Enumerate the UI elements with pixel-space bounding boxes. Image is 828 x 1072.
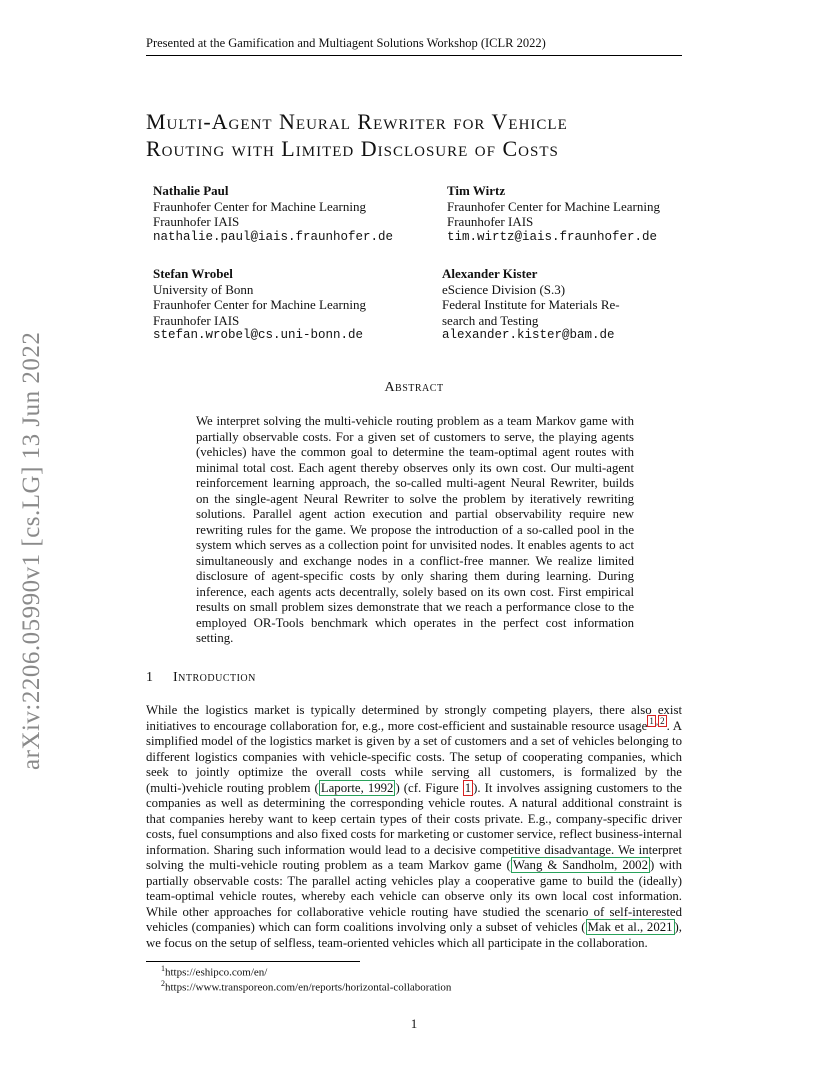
title-line-2: Routing with Limited Disclosure of Costs: [146, 136, 559, 161]
author-name: Tim Wirtz: [447, 183, 506, 198]
footnote-url[interactable]: https://www.transporeon.com/en/reports/horizontal-collaboration: [165, 981, 452, 994]
workshop-header: Presented at the Gamification and Multiagent Solutions Workshop (ICLR 2022): [146, 36, 682, 56]
abstract-text: We interpret solving the multi-vehicle routing problem as a team Markov game with partially observable costs. For a given set of customers to serve, the playing agents (vehicles) have the common goal to determine the team-optimal agent routes with minimal total cost. Each agent thereby observes only its own cost. Our multi-agent reinforcement learning approach, the so-called multi-agent Neural Rewriter, builds on the single-agent Neural Rewriter to solve the problem by iteratively rewriting solutions. Parallel agent action execution and partial observability require new rewriting rules for the game. We propose the introduction of a so-called pool in the system which serves as a collection point for unvisited nodes. It enables agents to act simultaneously and exchange nodes in a conflict-free manner. We realize limited disclosure of agent-specific costs by only sharing them during learning. During inference, each agents acts decentrally, solely based on its own cost. First empirical results on small problem sizes demonstrate that we reach a performance close to the employed OR-Tools benchmark which operates in the perfect cost information setting.: [196, 414, 634, 645]
footnote-1: [161, 964, 267, 979]
author-name: Stefan Wrobel: [153, 266, 233, 281]
footnote-number: 2: [161, 979, 165, 988]
figure-ref-link[interactable]: 1: [464, 780, 472, 795]
author-affiliation: Fraunhofer IAIS: [153, 214, 240, 229]
author-email[interactable]: alexander.kister@bam.de: [442, 328, 615, 342]
author-name: Alexander Kister: [442, 266, 538, 281]
author-email[interactable]: tim.wirtz@iais.fraunhofer.de: [447, 229, 658, 244]
author-affiliation: Fraunhofer IAIS: [153, 312, 240, 328]
citation-link[interactable]: Laporte, 1992: [320, 780, 394, 795]
author-affiliation: University of Bonn: [153, 281, 254, 297]
author-affiliation: Fraunhofer Center for Machine Learning: [153, 297, 366, 312]
footnote-ref-separator: ,: [655, 716, 659, 727]
section-heading: [146, 670, 256, 686]
section-title: Introduction: [173, 670, 256, 685]
citation-link[interactable]: Mak et al., 2021: [587, 920, 673, 934]
author-affiliation: eScience Division (S.3): [442, 281, 566, 297]
intro-text: While the logistics market is typically determined by strongly competing players, there also exist initiatives to encourage collaboration for, e.g., more cost-efficient and sustainable resource usage: [146, 703, 682, 733]
author-email[interactable]: nathalie.paul@iais.fraunhofer.de: [153, 229, 394, 244]
intro-text: . A simplified model of the logistics market is given by a set of customers and a set of vehicles belonging to different logistics companies with vehicle-specific costs. The setup of cooperating companies, which seek to jointly optimize the overall costs while serving all customers, is formalized by the (multi-)vehicle routing problem (: [146, 718, 682, 795]
author-affiliation: Fraunhofer Center for Machine Learning: [447, 198, 660, 214]
author-email[interactable]: stefan.wrobel@cs.uni-bonn.de: [153, 328, 364, 342]
footnote-ref-2[interactable]: 2: [660, 716, 665, 727]
author-affiliation: Fraunhofer Center for Machine Learning: [153, 198, 366, 214]
author-affiliation: Fraunhofer IAIS: [447, 214, 534, 229]
section-number: 1: [146, 670, 154, 685]
author-affiliation: search and Testing: [442, 312, 539, 328]
intro-text: ) with partially observable costs: The parallel acting vehicles play a cooperative game to build the (ideally) team-optimal vehicle routes, whereby each vehicle can observe only its own local cost information. While other approaches for collaborative vehicle routing have studied the scenario of self-interested vehicles (companies) which can form coalitions involving only a subset of vehicles (: [146, 858, 682, 934]
paper-title: [146, 108, 706, 162]
intro-text: ). It involves assigning customers to the companies as well as determining the corresponding vehicle routes. A natural additional constraint is that companies hereby want to keep certain types of their costs private. E.g., company-specific driver costs, fuel consumptions and also fixed costs for marketing or customer service, reflect business-internal information. Sharing such information would lead to a decisive competitive disadvantage. We interpret solving the multi-vehicle routing problem as a team Markov game (: [146, 780, 682, 872]
intro-text: ) (cf. Figure: [395, 780, 463, 795]
abstract-heading: Abstract: [384, 380, 444, 395]
footnote-2: [161, 979, 451, 994]
intro-text: ), we focus on the setup of selfless, team-oriented vehicles which all participate in the collaboration.: [146, 920, 682, 950]
author-name: Nathalie Paul: [153, 183, 229, 198]
footnote-number: 1: [161, 964, 165, 973]
title-line-1: Multi-Agent Neural Rewriter for Vehicle: [146, 109, 568, 134]
citation-link[interactable]: Wang & Sandholm, 2002: [512, 858, 648, 872]
author-block: [447, 183, 660, 245]
footnote-ref-1[interactable]: 1: [649, 716, 654, 727]
author-block: [153, 183, 393, 245]
author-block: [442, 266, 620, 344]
author-block: [153, 266, 366, 344]
introduction-paragraph: [146, 703, 682, 951]
footnote-url[interactable]: https://eshipco.com/en/: [165, 966, 268, 979]
page-number: 1: [410, 1016, 418, 1031]
arxiv-identifier: arXiv:2206.05990v1 [cs.LG] 13 Jun 2022: [18, 331, 45, 770]
author-affiliation: Federal Institute for Materials Re-: [442, 297, 620, 312]
footnote-divider: [146, 961, 360, 962]
